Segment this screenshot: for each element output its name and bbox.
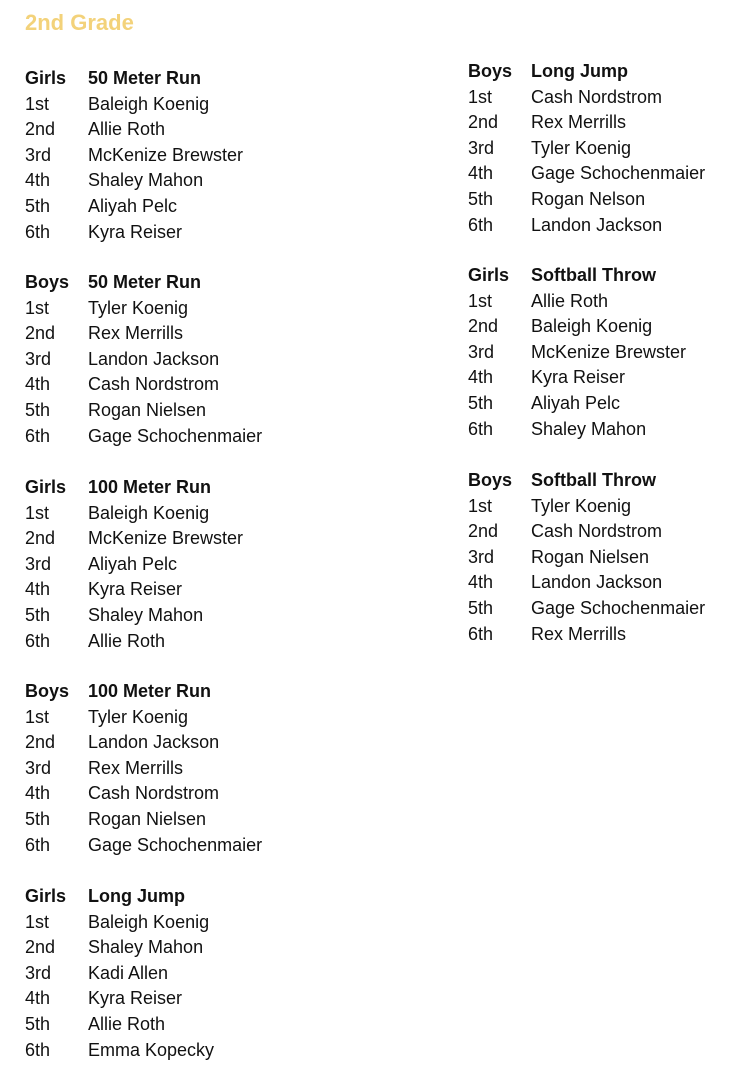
- result-name: McKenize Brewster: [88, 528, 244, 549]
- result-place: 4th: [25, 579, 51, 600]
- result-row: [25, 935, 214, 961]
- result-row: [25, 961, 214, 987]
- result-place: 6th: [25, 425, 51, 446]
- result-name: Cash Nordstrom: [531, 521, 663, 542]
- result-row: [25, 526, 243, 552]
- result-row: [468, 110, 705, 136]
- result-row: [25, 603, 243, 629]
- result-name: Cash Nordstrom: [88, 374, 220, 395]
- result-place: 3rd: [25, 553, 52, 574]
- result-name: Tyler Koenig: [531, 495, 632, 516]
- result-name: Rex Merrills: [531, 112, 627, 133]
- result-place: 1st: [468, 495, 493, 516]
- result-name: Tyler Koenig: [88, 297, 189, 318]
- result-name: Aliyah Pelc: [531, 392, 621, 413]
- result-row: [25, 424, 262, 450]
- event-name: Long Jump: [88, 886, 185, 906]
- result-row: [25, 92, 243, 118]
- result-name: Rogan Nielsen: [88, 399, 207, 420]
- event-heading: [468, 59, 705, 85]
- result-place: 6th: [468, 418, 494, 439]
- result-place: 1st: [468, 86, 493, 107]
- result-name: Gage Schochenmaier: [88, 425, 263, 446]
- result-name: Kyra Reiser: [88, 221, 183, 242]
- result-place: 2nd: [25, 732, 56, 753]
- result-name: Rex Merrills: [88, 323, 184, 344]
- result-name: Gage Schochenmaier: [531, 597, 706, 618]
- result-place: 1st: [25, 706, 50, 727]
- event-block: [468, 59, 705, 238]
- page-title: 2nd Grade: [25, 10, 134, 35]
- event-heading: [25, 66, 243, 92]
- event-gender: Boys: [25, 272, 70, 292]
- result-place: 1st: [25, 93, 50, 114]
- result-place: 5th: [468, 392, 494, 413]
- event-name: Long Jump: [531, 61, 628, 81]
- result-place: 5th: [25, 604, 51, 625]
- result-place: 2nd: [468, 112, 499, 133]
- event-name: 50 Meter Run: [88, 68, 202, 88]
- result-row: [25, 730, 262, 756]
- result-name: Landon Jackson: [88, 348, 220, 369]
- result-name: Shaley Mahon: [88, 170, 204, 191]
- result-place: 4th: [25, 374, 51, 395]
- result-name: Allie Roth: [88, 119, 166, 140]
- result-place: 6th: [25, 221, 51, 242]
- result-row: [25, 1012, 214, 1038]
- result-place: 3rd: [468, 546, 495, 567]
- result-name: Rex Merrills: [531, 623, 627, 644]
- event-block: [468, 468, 705, 647]
- result-place: 4th: [25, 783, 51, 804]
- result-name: Baleigh Koenig: [88, 502, 210, 523]
- result-row: [25, 1038, 214, 1064]
- result-name: Allie Roth: [531, 290, 609, 311]
- result-name: Rogan Nielsen: [88, 808, 207, 829]
- result-name: Tyler Koenig: [88, 706, 189, 727]
- event-heading: [25, 884, 214, 910]
- result-row: [25, 168, 243, 194]
- result-name: Shaley Mahon: [88, 937, 204, 958]
- result-row: [468, 596, 705, 622]
- result-name: Kadi Allen: [88, 962, 169, 983]
- result-row: [25, 117, 243, 143]
- event-heading: [25, 270, 262, 296]
- event-name: Softball Throw: [531, 470, 656, 490]
- result-name: Kyra Reiser: [88, 988, 183, 1009]
- result-place: 2nd: [468, 316, 499, 337]
- event-gender: Boys: [468, 470, 513, 490]
- result-place: 1st: [468, 290, 493, 311]
- result-row: [468, 213, 705, 239]
- result-row: [25, 398, 262, 424]
- result-row: [468, 545, 705, 571]
- result-row: [468, 187, 705, 213]
- result-row: [25, 833, 262, 859]
- result-name: Rogan Nielsen: [531, 546, 650, 567]
- result-name: McKenize Brewster: [531, 341, 687, 362]
- result-place: 6th: [468, 214, 494, 235]
- event-heading: [468, 263, 686, 289]
- result-place: 5th: [468, 188, 494, 209]
- result-row: [468, 391, 686, 417]
- result-row: [468, 136, 705, 162]
- result-name: Landon Jackson: [88, 732, 220, 753]
- result-name: Gage Schochenmaier: [88, 834, 263, 855]
- result-row: [25, 194, 243, 220]
- result-place: 2nd: [25, 323, 56, 344]
- result-name: Kyra Reiser: [88, 579, 183, 600]
- result-place: 5th: [25, 808, 51, 829]
- result-name: Emma Kopecky: [88, 1039, 215, 1060]
- result-row: [468, 340, 686, 366]
- result-name: Kyra Reiser: [531, 367, 626, 388]
- result-place: 4th: [25, 170, 51, 191]
- result-row: [468, 519, 705, 545]
- result-row: [468, 289, 686, 315]
- result-place: 4th: [468, 367, 494, 388]
- event-gender: Girls: [25, 886, 67, 906]
- event-heading: [468, 468, 705, 494]
- event-gender: Girls: [25, 477, 67, 497]
- result-place: 5th: [25, 1013, 51, 1034]
- result-name: Baleigh Koenig: [531, 316, 653, 337]
- result-place: 6th: [25, 834, 51, 855]
- result-place: 6th: [25, 1039, 51, 1060]
- result-row: [25, 220, 243, 246]
- result-place: 3rd: [25, 348, 52, 369]
- event-gender: Boys: [468, 61, 513, 81]
- result-row: [468, 494, 705, 520]
- result-row: [25, 705, 262, 731]
- result-row: [25, 807, 262, 833]
- result-place: 4th: [468, 572, 494, 593]
- result-row: [25, 756, 262, 782]
- result-name: Tyler Koenig: [531, 137, 632, 158]
- result-place: 4th: [468, 163, 494, 184]
- event-name: Softball Throw: [531, 265, 656, 285]
- result-place: 5th: [25, 195, 51, 216]
- event-name: 50 Meter Run: [88, 272, 202, 292]
- event-name: 100 Meter Run: [88, 477, 212, 497]
- result-place: 2nd: [25, 119, 56, 140]
- result-name: Rogan Nelson: [531, 188, 646, 209]
- result-row: [468, 365, 686, 391]
- event-name: 100 Meter Run: [88, 681, 212, 701]
- result-row: [25, 347, 262, 373]
- result-place: 2nd: [25, 528, 56, 549]
- result-place: 3rd: [468, 341, 495, 362]
- event-block: [25, 475, 243, 654]
- result-name: Baleigh Koenig: [88, 911, 210, 932]
- event-gender: Girls: [468, 265, 510, 285]
- result-name: Cash Nordstrom: [88, 783, 220, 804]
- result-name: Shaley Mahon: [531, 418, 647, 439]
- result-name: Baleigh Koenig: [88, 93, 210, 114]
- event-gender: Boys: [25, 681, 70, 701]
- event-gender: Girls: [25, 68, 67, 88]
- result-place: 3rd: [468, 137, 495, 158]
- result-name: Aliyah Pelc: [88, 553, 178, 574]
- result-row: [468, 161, 705, 187]
- result-place: 5th: [25, 399, 51, 420]
- result-row: [468, 85, 705, 111]
- result-row: [468, 622, 705, 648]
- result-name: Aliyah Pelc: [88, 195, 178, 216]
- event-block: [25, 66, 243, 245]
- result-name: Rex Merrills: [88, 757, 184, 778]
- result-place: 2nd: [468, 521, 499, 542]
- result-place: 3rd: [25, 962, 52, 983]
- result-place: 3rd: [25, 144, 52, 165]
- event-heading: [25, 679, 262, 705]
- result-row: [25, 781, 262, 807]
- result-row: [25, 501, 243, 527]
- result-row: [468, 314, 686, 340]
- result-place: 1st: [25, 911, 50, 932]
- event-heading: [25, 475, 243, 501]
- result-name: Landon Jackson: [531, 572, 663, 593]
- result-row: [25, 296, 262, 322]
- result-row: [25, 629, 243, 655]
- result-place: 6th: [468, 623, 494, 644]
- result-name: McKenize Brewster: [88, 144, 244, 165]
- result-place: 4th: [25, 988, 51, 1009]
- result-row: [25, 321, 262, 347]
- result-name: Allie Roth: [88, 630, 166, 651]
- result-place: 1st: [25, 297, 50, 318]
- event-block: [25, 884, 214, 1063]
- result-row: [25, 577, 243, 603]
- result-name: Landon Jackson: [531, 214, 663, 235]
- result-name: Cash Nordstrom: [531, 86, 663, 107]
- result-row: [25, 143, 243, 169]
- result-place: 1st: [25, 502, 50, 523]
- result-row: [468, 417, 686, 443]
- result-name: Allie Roth: [88, 1013, 166, 1034]
- event-block: [25, 270, 262, 449]
- result-place: 2nd: [25, 937, 56, 958]
- result-row: [25, 910, 214, 936]
- result-place: 5th: [468, 597, 494, 618]
- event-block: [25, 679, 262, 858]
- result-row: [468, 570, 705, 596]
- result-name: Shaley Mahon: [88, 604, 204, 625]
- result-row: [25, 372, 262, 398]
- result-place: 3rd: [25, 757, 52, 778]
- event-block: [468, 263, 686, 442]
- result-row: [25, 552, 243, 578]
- result-name: Gage Schochenmaier: [531, 163, 706, 184]
- result-row: [25, 986, 214, 1012]
- result-place: 6th: [25, 630, 51, 651]
